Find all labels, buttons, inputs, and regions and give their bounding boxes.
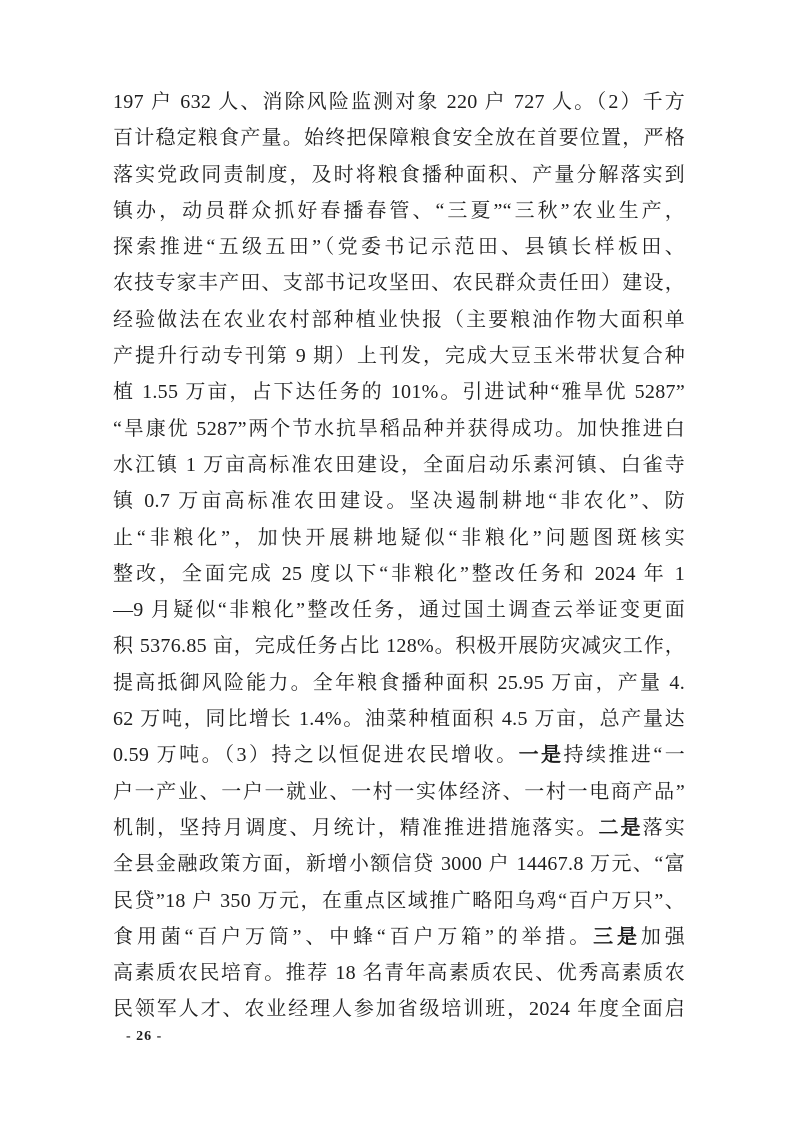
text-line (113, 592, 685, 628)
text-run: 加强 (640, 925, 685, 948)
text-line (113, 193, 685, 229)
emphasis-kai-run: （3）持之以恒促进农民增收。 (224, 744, 519, 767)
text-run: 民领军人才、农业经理人参加省级培训班，2024 年度全面启 (113, 998, 685, 1021)
text-run: 0.59 万吨。 (113, 744, 225, 767)
text-line (113, 229, 685, 265)
text-run: 产提升行动专刊第 9 期）上刊发，完成大豆玉米带状复合种 (113, 345, 685, 368)
text-line (113, 374, 685, 410)
text-run: 落实党政同责制度，及时将粮食播种面积、产量分解落实到 (113, 163, 685, 186)
emphasis-bold-run: 二是 (598, 816, 643, 839)
emphasis-bold-run: 一是 (518, 744, 564, 767)
text-run: “旱康优 5287”两个节水抗旱稻品种并获得成功。加快推进白 (113, 417, 685, 440)
text-run: 户一产业、一户一就业、一村一实体经济、一村一电商产品” (113, 780, 685, 803)
text-run: 整改，全面完成 25 度以下“非粮化”整改任务和 2024 年 1 (113, 562, 685, 585)
text-line (113, 774, 685, 810)
text-run: 持续推进“一 (563, 744, 685, 767)
text-line (113, 991, 685, 1027)
text-run: 全县金融政策方面，新增小额信贷 3000 户 14467.8 万元、“富 (113, 853, 685, 876)
text-line (113, 265, 685, 301)
text-run: 始终把保障粮食安全放在首要位置，严格 (303, 127, 685, 150)
emphasis-kai-run: 百计稳定粮食产量。 (113, 127, 304, 150)
text-run: 机制，坚持月调度、月统计，精准推进措施落实。 (113, 816, 599, 839)
text-line (113, 883, 685, 919)
text-line (113, 302, 685, 338)
document-body (113, 84, 685, 1028)
text-run: 提高抵御风险能力。全年粮食播种面积 25.95 万亩，产量 4. (113, 671, 685, 694)
text-line (113, 447, 685, 483)
text-run: 探索推进“五级五田”（党委书记示范田、县镇长样板田、 (113, 236, 685, 259)
text-line (113, 338, 685, 374)
text-run: 高素质农民培育。推荐 18 名青年高素质农民、优秀高素质农 (113, 962, 685, 985)
text-line (113, 810, 685, 846)
text-run: 积 5376.85 亩，完成任务占比 128%。积极开展防灾减灾工作， (113, 635, 685, 658)
text-run: 农技专家丰产田、支部书记攻坚田、农民群众责任田）建设， (113, 272, 685, 295)
text-line (113, 411, 685, 447)
text-run: 民贷”18 户 350 万元，在重点区域推广略阳乌鸡“百户万只”、 (113, 889, 685, 912)
text-line (113, 701, 685, 737)
text-line (113, 665, 685, 701)
text-line (113, 556, 685, 592)
text-run: 食用菌“百户万筒”、中蜂“百户万箱”的举措。 (113, 925, 594, 948)
text-run: —9 月疑似“非粮化”整改任务，通过国土调查云举证变更面 (113, 599, 685, 622)
text-line (113, 955, 685, 991)
text-line (113, 846, 685, 882)
text-run: 水江镇 1 万亩高标准农田建设，全面启动乐素河镇、白雀寺 (113, 453, 685, 476)
text-line (113, 84, 685, 120)
text-line (113, 520, 685, 556)
text-run: 镇办，动员群众抓好春播春管、“三夏”“三秋”农业生产， (113, 199, 685, 222)
text-run: 62 万吨，同比增长 1.4%。油菜种植面积 4.5 万亩，总产量达 (113, 708, 685, 731)
text-run: 197 户 632 人、消除风险监测对象 220 户 727 人。 (113, 91, 597, 113)
text-line (113, 483, 685, 519)
emphasis-bold-run: 三是 (593, 925, 641, 948)
text-line (113, 628, 685, 664)
text-line (113, 919, 685, 955)
text-run: 经验做法在农业农村部种植业快报（主要粮油作物大面积单 (113, 308, 685, 331)
text-line (113, 157, 685, 193)
text-run: 落实 (642, 816, 685, 839)
text-line (113, 737, 685, 773)
text-run: 植 1.55 万亩，占下达任务的 101%。引进试种“雅旱优 5287” (113, 381, 685, 404)
text-line (113, 120, 685, 156)
text-run: 镇 0.7 万亩高标准农田建设。坚决遏制耕地“非农化”、防 (113, 490, 685, 513)
text-run: 止“非粮化”，加快开展耕地疑似“非粮化”问题图斑核实 (113, 526, 685, 549)
page-number: - 26 - (126, 1029, 163, 1044)
emphasis-kai-run: （2）千方 (596, 91, 685, 113)
